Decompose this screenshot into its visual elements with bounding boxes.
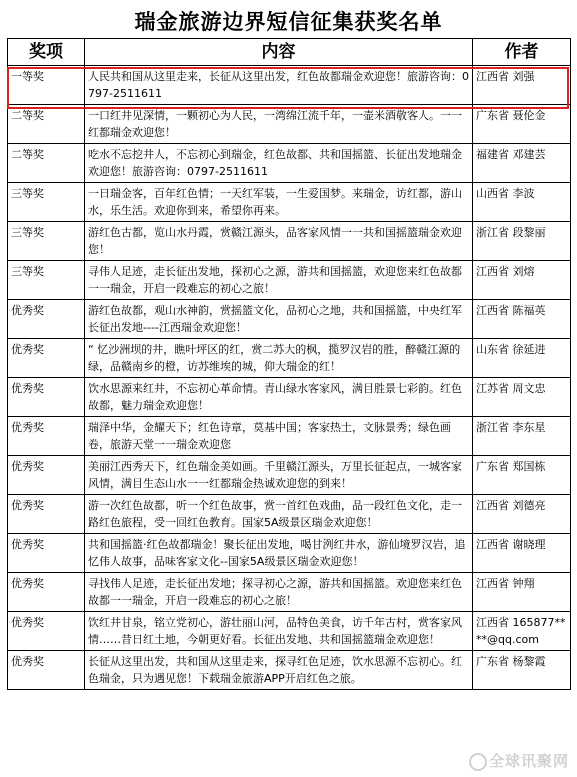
- cell-author: 江西省 谢晓理: [473, 534, 571, 573]
- cell-author: 江西省 165877****@qq.com: [473, 612, 571, 651]
- cell-author: 浙江省 段黎丽: [473, 222, 571, 261]
- cell-prize: 优秀奖: [8, 534, 85, 573]
- table-row: [8, 105, 571, 144]
- cell-author: 福建省 邓建芸: [473, 144, 571, 183]
- table-row: [8, 612, 571, 651]
- table-row: [8, 534, 571, 573]
- cell-content: 饮水思源来红井，不忘初心革命情。青山绿水客家风，满目胜景七彩韵。红色故都，魅力瑞金欢迎您！: [85, 378, 473, 417]
- cell-author: 广东省 郑国栋: [473, 456, 571, 495]
- cell-prize: 优秀奖: [8, 612, 85, 651]
- cell-prize: 优秀奖: [8, 339, 85, 378]
- cell-content: 寻伟人足迹，走长征出发地，探初心之源，游共和国摇篮，欢迎您来红色故都一一瑞金，开启一段难忘的初心之旅！: [85, 261, 473, 300]
- cell-content: 游红色故都，观山水神韵，赏摇篮文化，品初心之地，共和国摇篮，中央红军长征出发地----江西瑞金欢迎您！: [85, 300, 473, 339]
- cell-prize: 三等奖: [8, 222, 85, 261]
- cell-prize: 优秀奖: [8, 573, 85, 612]
- table-row: [8, 222, 571, 261]
- header-prize: 奖项: [8, 39, 85, 66]
- cell-author: 浙江省 李东星: [473, 417, 571, 456]
- cell-content: 一口红井见深情，一颗初心为人民，一湾绵江流千年，一壶米酒敬客人。一一红都瑞金欢迎您！: [85, 105, 473, 144]
- cell-author: 广东省 聂伦金: [473, 105, 571, 144]
- cell-prize: 三等奖: [8, 183, 85, 222]
- cell-content: “ 忆沙洲坝的井，瞧叶坪区的红，赏二苏大的枫，揽罗汉岩的胜，醉赣江源的绿，品赣南乡的橙，访苏维埃的城，仰大瑞金的红！: [85, 339, 473, 378]
- winners-table: [7, 38, 571, 690]
- cell-author: 江西省 陈福英: [473, 300, 571, 339]
- header-author: 作者: [473, 39, 571, 66]
- watermark-text: 全球讯聚网: [488, 752, 569, 770]
- table-row: [8, 417, 571, 456]
- cell-content: 美丽江西秀天下，红色瑞金美如画。千里赣江源头，万里长征起点，一城客家风情，满目生态山水一一红都瑞金热诚欢迎您的到来！: [85, 456, 473, 495]
- table-row: [8, 144, 571, 183]
- page-title: 瑞金旅游边界短信征集获奖名单: [134, 9, 443, 34]
- cell-author: 江西省 钟翔: [473, 573, 571, 612]
- cell-prize: 优秀奖: [8, 456, 85, 495]
- table-row: [8, 339, 571, 378]
- table-row: [8, 300, 571, 339]
- cell-content: 饮红井甘泉，铭立党初心，游壮丽山河，品特色美食，访千年古村，赏客家风情……昔日红土地，今朝更好看。长征出发地、共和国摇篮瑞金欢迎您！: [85, 612, 473, 651]
- cell-prize: 二等奖: [8, 105, 85, 144]
- table-row: [8, 651, 571, 690]
- cell-author: 江西省 刘熔: [473, 261, 571, 300]
- cell-prize: 三等奖: [8, 261, 85, 300]
- cell-content: 人民共和国从这里走来，长征从这里出发，红色故都瑞金欢迎您！旅游咨询：0797-2511611: [85, 66, 473, 105]
- table-row: [8, 261, 571, 300]
- cell-author: 江西省 刘强: [473, 66, 571, 105]
- cell-prize: 优秀奖: [8, 495, 85, 534]
- table-header-row: [8, 39, 571, 66]
- cell-prize: 一等奖: [8, 66, 85, 105]
- cell-prize: 优秀奖: [8, 417, 85, 456]
- cell-author: 广东省 杨黎霞: [473, 651, 571, 690]
- header-content: 内容: [85, 39, 473, 66]
- cell-content: 吃水不忘挖井人，不忘初心到瑞金，红色故都、共和国摇篮、长征出发地瑞金欢迎您！旅游咨询：0797-2511611: [85, 144, 473, 183]
- cell-content: 瑞泽中华，金耀天下；红色诗章，莫基中国；客家热土，文脉景秀；绿色画卷，旅游天堂一一瑞金欢迎您: [85, 417, 473, 456]
- watermark-logo-icon: [469, 753, 487, 771]
- cell-author: 山西省 李波: [473, 183, 571, 222]
- table-row: [8, 456, 571, 495]
- table-row: [8, 573, 571, 612]
- cell-content: 长征从这里出发，共和国从这里走来，探寻红色足迹，饮水思源不忘初心。红色瑞金，只为遇见您！下载瑞金旅游APP开启红色之旅。: [85, 651, 473, 690]
- table-row: [8, 183, 571, 222]
- cell-content: 一日瑞金客，百年红色情；一天红军装，一生爱国梦。来瑞金，访红都，游山水，乐生活。欢迎你到来，希望你再来。: [85, 183, 473, 222]
- cell-content: 游红色古都，览山水丹霞，赏赣江源头，品客家风情一一共和国摇篮瑞金欢迎您！: [85, 222, 473, 261]
- cell-prize: 优秀奖: [8, 651, 85, 690]
- cell-content: 共和国摇篮·红色故都瑞金！聚长征出发地，喝甘洌红井水，游仙境罗汉岩，追忆伟人故事，品味客家文化--国家5A级景区瑞金欢迎您！: [85, 534, 473, 573]
- table-row: [8, 66, 571, 105]
- cell-prize: 优秀奖: [8, 378, 85, 417]
- cell-author: 江苏省 周文忠: [473, 378, 571, 417]
- cell-content: 寻找伟人足迹，走长征出发地；探寻初心之源，游共和国摇篮。欢迎您来红色故都一一瑞金，开启一段难忘的初心之旅！: [85, 573, 473, 612]
- cell-prize: 二等奖: [8, 144, 85, 183]
- cell-content: 游一次红色故都，听一个红色故事，赏一首红色戏曲，品一段红色文化，走一路红色旅程，受一回红色教育。国家5A级景区瑞金欢迎您！: [85, 495, 473, 534]
- table-row: [8, 378, 571, 417]
- cell-author: 江西省 刘德亮: [473, 495, 571, 534]
- cell-prize: 优秀奖: [8, 300, 85, 339]
- table-row: [8, 495, 571, 534]
- watermark: [469, 750, 569, 771]
- cell-author: 山东省 徐延进: [473, 339, 571, 378]
